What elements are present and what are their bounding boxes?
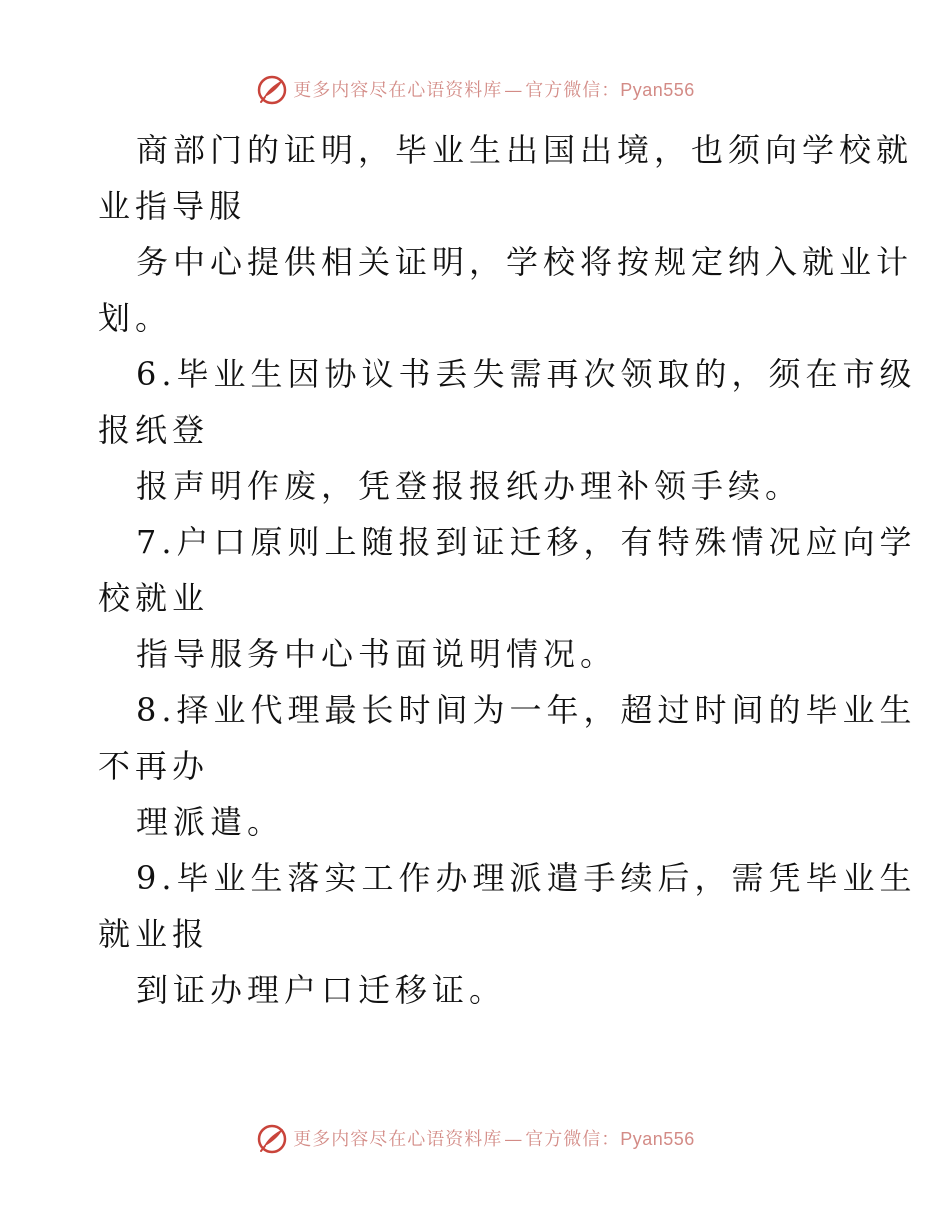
banner-label: 官方微信： [525,79,621,101]
text-line: 8.择业代理最长时间为一年，超过时间的毕业生 [136,691,917,729]
quill-pen-icon [255,1122,289,1156]
text-line: 6.毕业生因协议书丢失需再次领取的，须在市级 [136,355,917,393]
banner-title: 更多内容尽在心语资料库 [293,1128,503,1150]
text-line: 到证办理户口迁移证。 [136,971,507,1009]
text-line: 业指导服 [98,187,247,225]
text-line: 不再办 [98,747,210,785]
footer-banner [0,1119,950,1159]
banner-caption [293,1130,695,1149]
banner-handle: Pyan556 [620,1128,695,1149]
text-line: 指导服务中心书面说明情况。 [136,635,618,673]
text-line: 商部门的证明，毕业生出国出境，也须向学校就 [136,131,914,169]
banner-separator: — [504,1128,524,1150]
document-body [98,122,917,1018]
text-line: 9.毕业生落实工作办理派遣手续后，需凭毕业生 [136,859,917,897]
text-line: 划。 [98,299,173,337]
banner-title: 更多内容尽在心语资料库 [293,79,503,101]
text-line: 报声明作废，凭登报报纸办理补领手续。 [136,467,803,505]
text-line: 校就业 [98,579,210,617]
quill-pen-icon [255,73,289,107]
text-line: 报纸登 [98,411,210,449]
banner-label: 官方微信： [525,1128,621,1150]
banner-caption [293,81,695,100]
text-line: 理派遣。 [136,803,285,841]
banner-separator: — [504,79,524,101]
banner-handle: Pyan556 [620,79,695,100]
header-banner [0,70,950,110]
text-line: 7.户口原则上随报到证迁移，有特殊情况应向学 [136,523,917,561]
text-line: 务中心提供相关证明，学校将按规定纳入就业计 [136,243,914,281]
text-line: 就业报 [98,915,210,953]
